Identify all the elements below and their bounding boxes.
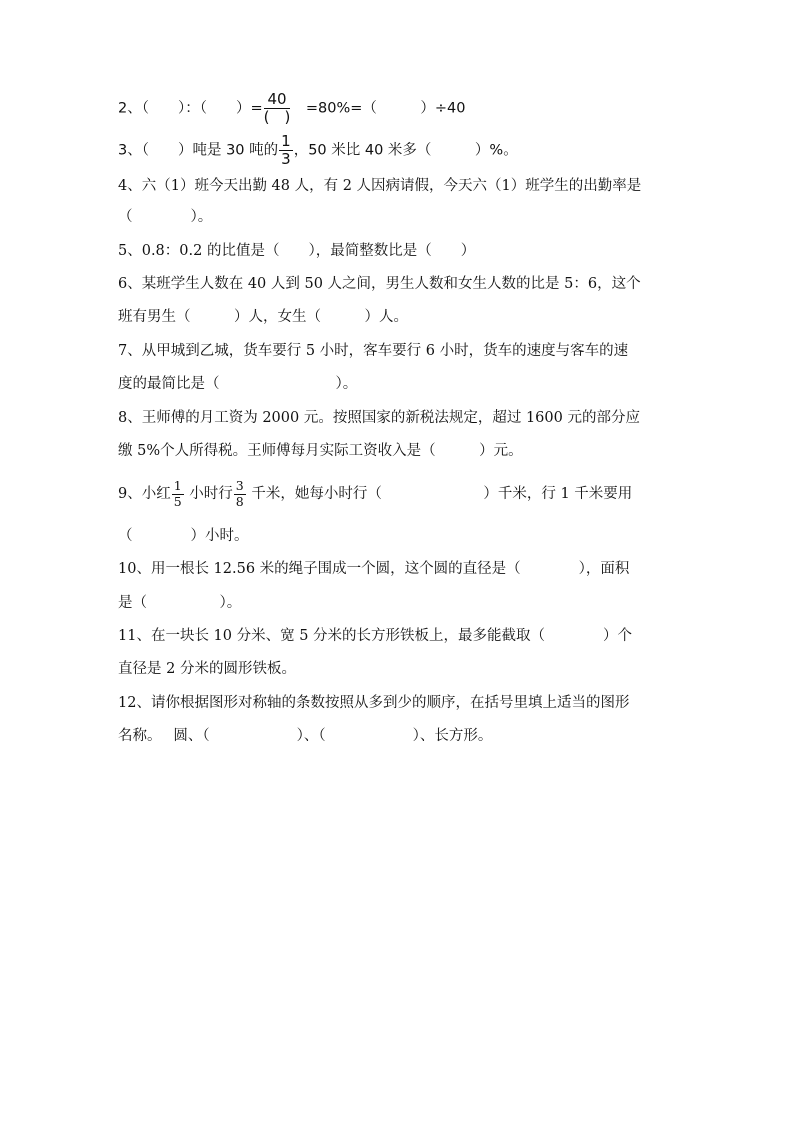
question-4-line-1: 4、六（1）班今天出勤 48 人，有 2 人因病请假，今天六（1）班学生的出勤率是 xyxy=(118,178,642,194)
question-7-line-2: 度的最简比是（ ）。 xyxy=(118,376,358,392)
question-9-fraction-2-numerator: 3 xyxy=(235,478,244,493)
question-9-fraction-1-denominator: 5 xyxy=(173,493,182,509)
question-8-line-2: 缴 5%个人所得税。王师傅每月实际工资收入是（ ）元。 xyxy=(118,443,523,459)
question-10-line-1: 10、用一根长 12.56 米的绳子围成一个圆，这个圆的直径是（ ），面积 xyxy=(118,561,630,577)
question-5-line-1: 5、0.8：0.2 的比值是（ ），最简整数比是（ ） xyxy=(118,243,476,259)
question-12-line-2: 名称。 圆、（ ）、（ ）、长方形。 xyxy=(118,728,493,744)
question-2-fraction-denominator: ( ) xyxy=(263,108,291,126)
question-6-line-1: 6、某班学生人数在 40 人到 50 人之间，男生人数和女生人数的比是 5：6，这个 xyxy=(118,276,641,292)
question-10-line-2: 是（ ）。 xyxy=(118,595,242,611)
question-7-line-1: 7、从甲城到乙城，货车要行 5 小时，客车要行 6 小时，货车的速度与客车的速 xyxy=(118,343,629,359)
question-3 xyxy=(118,134,518,167)
question-2-fraction xyxy=(264,92,291,125)
question-9-text-a: 9、小红 xyxy=(118,486,171,502)
question-3-text-b: ，50 米比 40 米多（ ）%。 xyxy=(293,142,518,159)
question-3-fraction-numerator: 1 xyxy=(281,132,291,150)
question-6-line-2: 班有男生（ ）人，女生（ ）人。 xyxy=(118,309,408,325)
question-12-line-1: 12、请你根据图形对称轴的条数按照从多到少的顺序，在括号里填上适当的图形 xyxy=(118,695,630,711)
question-8-line-1: 8、王师傅的月工资为 2000 元。按照国家的新税法规定，超过 1600 元的部分应 xyxy=(118,410,640,426)
question-2-fraction-numerator: 40 xyxy=(264,92,291,109)
question-4-line-2: （ ）。 xyxy=(118,209,213,225)
question-9-text-b: 小时行 xyxy=(184,486,233,502)
question-2-text-b: =80%=（ ）÷40 xyxy=(291,100,466,117)
question-9-fraction-1-numerator: 1 xyxy=(173,478,182,493)
question-11-line-2: 直径是 2 分米的圆形铁板。 xyxy=(118,661,296,677)
question-9-fraction-1 xyxy=(172,480,184,508)
question-3-fraction xyxy=(279,134,293,167)
question-9-text-c: 千米，她每小时行（ ）千米，行 1 千米要用 xyxy=(246,486,633,502)
question-2-text-a: 2、（ ）：（ ）= xyxy=(118,100,263,117)
question-3-fraction-denominator: 3 xyxy=(281,150,291,168)
question-11-line-1: 11、在一块长 10 分米、宽 5 分米的长方形铁板上，最多能截取（ ）个 xyxy=(118,628,633,644)
question-9-fraction-2-denominator: 8 xyxy=(235,493,244,509)
question-3-text-a: 3、（ ）吨是 30 吨的 xyxy=(118,142,279,159)
question-9-line-2: （ ）小时。 xyxy=(118,528,249,544)
question-9-fraction-2 xyxy=(234,480,246,508)
question-9-line-1 xyxy=(118,480,632,508)
question-2 xyxy=(118,92,465,125)
